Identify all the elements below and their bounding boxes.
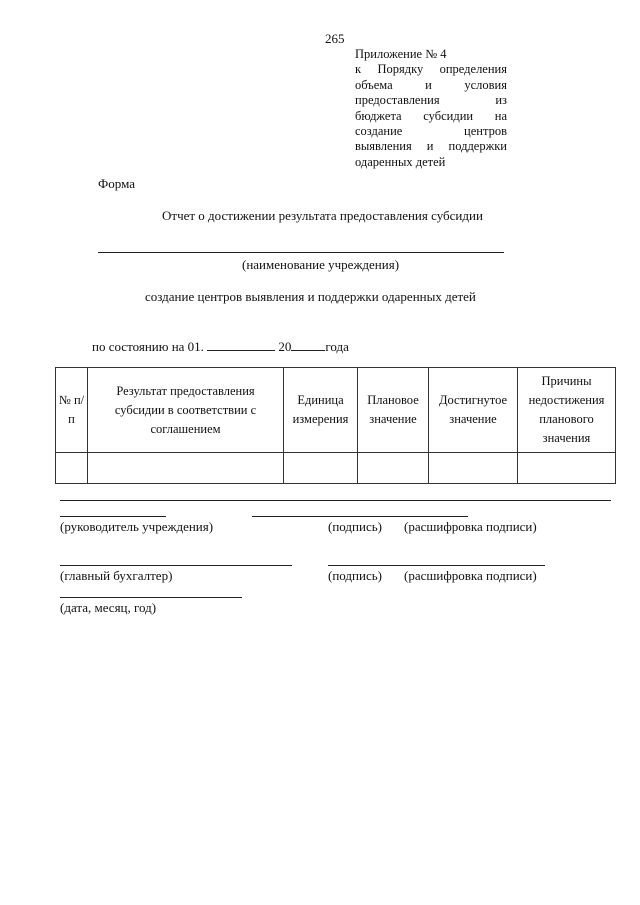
date-line[interactable] [60,597,242,598]
appendix-line: выявления и поддержки [355,139,507,154]
head-signature-line[interactable] [252,516,468,517]
results-table [55,367,616,484]
page-number: 265 [325,31,345,46]
table-cell[interactable] [358,453,429,484]
as-of-prefix: по состоянию на 01. [92,339,204,354]
appendix-line: создание центров [355,124,507,139]
accountant-signature-line[interactable] [328,565,545,566]
report-subtitle: создание центров выявления и поддержки одаренных детей [145,289,476,304]
report-title: Отчет о достижении результата предоставления субсидии [162,208,483,223]
col-number: № п/п [56,368,88,453]
appendix-line: к Порядку определения [355,62,507,77]
accountant-caption: (главный бухгалтер) [60,568,173,583]
institution-name-line[interactable] [98,252,504,253]
table-cell[interactable] [429,453,518,484]
separator-line [60,500,611,501]
signature-caption-1: (подпись) [328,519,382,534]
form-label: Форма [98,176,135,191]
table-header-row [56,368,616,453]
accountant-line[interactable] [60,565,292,566]
appendix-line: объема и условия [355,77,507,92]
appendix-line: бюджета субсидии на [355,108,507,123]
table-row [56,453,616,484]
date-caption: (дата, месяц, год) [60,600,157,615]
col-result: Результат предоставления субсидии в соответствии с соглашением [88,368,284,453]
appendix-line: предоставления из [355,93,507,108]
head-caption: (руководитель учреждения) [60,519,214,534]
appendix-block [355,47,507,170]
institution-caption: (наименование учреждения) [242,257,400,272]
col-reasons: Причины недостижения планового значения [518,368,616,453]
appendix-title: Приложение № 4 [355,47,447,61]
col-unit: Единица измерения [284,368,358,453]
as-of-suffix: года [325,339,349,354]
col-planned: Плановое значение [358,368,429,453]
decoding-caption-2: (расшифровка подписи) [404,568,537,583]
table-cell[interactable] [284,453,358,484]
decoding-caption-1: (расшифровка подписи) [404,519,537,534]
as-of-month-blank[interactable] [207,338,275,351]
as-of-year-blank[interactable] [291,338,325,351]
head-line[interactable] [60,516,166,517]
table-cell[interactable] [518,453,616,484]
as-of-date [92,338,349,355]
col-achieved: Достигнутое значение [429,368,518,453]
as-of-year-prefix: 20 [278,339,292,354]
table-cell[interactable] [56,453,88,484]
appendix-line: одаренных детей [355,154,446,169]
signature-caption-2: (подпись) [328,568,382,583]
table-cell[interactable] [88,453,284,484]
